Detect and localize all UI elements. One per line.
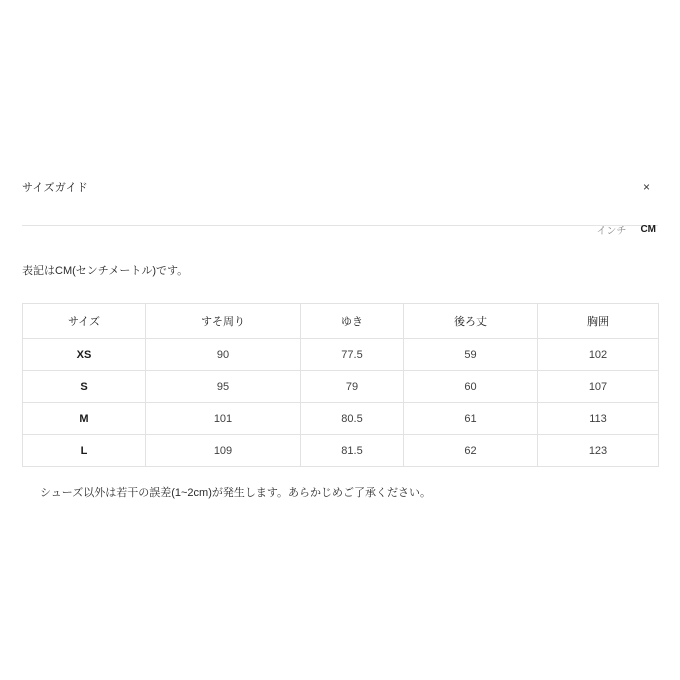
unit-cm-button[interactable]: CM: [640, 224, 656, 235]
value-cell: 79: [301, 371, 404, 403]
column-header-chest: 胸囲: [538, 304, 659, 339]
value-cell: 59: [404, 339, 538, 371]
value-cell: 81.5: [301, 435, 404, 467]
table-row-l: [23, 435, 659, 467]
header-row: [23, 304, 659, 339]
table-row-m: [23, 403, 659, 435]
modal-title: サイズガイド: [22, 182, 88, 194]
unit-inch-button[interactable]: インチ: [596, 222, 626, 237]
value-cell: 61: [404, 403, 538, 435]
table-row-s: [23, 371, 659, 403]
value-cell: 107: [538, 371, 659, 403]
size-cell: S: [23, 371, 146, 403]
size-table-header: [23, 304, 659, 339]
column-header-size: サイズ: [23, 304, 146, 339]
value-cell: 95: [146, 371, 301, 403]
unit-notice: 表記はCM(センチメートル)です。: [22, 265, 189, 277]
value-cell: 90: [146, 339, 301, 371]
size-cell: L: [23, 435, 146, 467]
table-row-xs: [23, 339, 659, 371]
size-cell: XS: [23, 339, 146, 371]
tolerance-note: シューズ以外は若干の誤差(1~2cm)が発生します。あらかじめご了承ください。: [40, 487, 431, 499]
header-divider: [22, 225, 658, 226]
unit-toggle: [596, 222, 656, 237]
value-cell: 80.5: [301, 403, 404, 435]
size-table: [22, 303, 659, 467]
size-table-body: [23, 339, 659, 467]
value-cell: 77.5: [301, 339, 404, 371]
modal-header: [22, 179, 658, 195]
close-button[interactable]: [635, 181, 658, 193]
column-header-sleeve: ゆき: [301, 304, 404, 339]
value-cell: 101: [146, 403, 301, 435]
value-cell: 113: [538, 403, 659, 435]
close-icon: ×: [642, 180, 650, 194]
value-cell: 123: [538, 435, 659, 467]
value-cell: 60: [404, 371, 538, 403]
value-cell: 62: [404, 435, 538, 467]
size-cell: M: [23, 403, 146, 435]
column-header-back: 後ろ丈: [404, 304, 538, 339]
value-cell: 102: [538, 339, 659, 371]
value-cell: 109: [146, 435, 301, 467]
column-header-hem: すそ周り: [146, 304, 301, 339]
